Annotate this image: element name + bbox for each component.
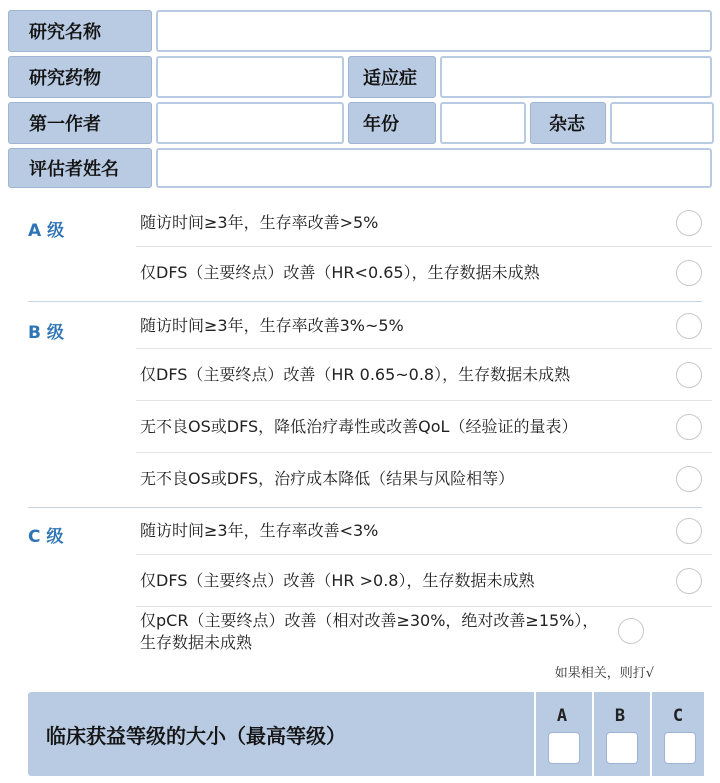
grade-b-label: B 级 bbox=[28, 323, 64, 343]
item-text: 仅pCR（主要终点）改善（相对改善≥30%，绝对改善≥15%），生存数据未成熟 bbox=[140, 611, 599, 652]
divider bbox=[136, 400, 712, 401]
grade-c-item-1-radio[interactable] bbox=[676, 518, 702, 544]
grade-a-item-2[interactable] bbox=[140, 250, 702, 296]
indication-field[interactable] bbox=[440, 56, 712, 98]
item-text: 随访时间≥3年，生存率改善3%~5% bbox=[140, 316, 404, 335]
journal-label: 杂志 bbox=[530, 102, 606, 144]
summary-title: 临床获益等级的大小（最高等级） bbox=[46, 723, 346, 748]
grade-b-item-3-radio[interactable] bbox=[676, 414, 702, 440]
summary-col-a bbox=[534, 692, 588, 776]
study-drug-label: 研究药物 bbox=[8, 56, 152, 98]
item-text: 无不良OS或DFS，治疗成本降低（结果与风险相等） bbox=[140, 469, 515, 488]
section-divider bbox=[28, 507, 702, 508]
study-name-label: 研究名称 bbox=[8, 10, 152, 52]
item-text: 仅DFS（主要终点）改善（HR<0.65），生存数据未成熟 bbox=[140, 263, 540, 282]
evaluator-field[interactable] bbox=[156, 148, 712, 188]
summary-panel bbox=[28, 692, 704, 776]
item-text: 无不良OS或DFS，降低治疗毒性或改善QoL（经验证的量表） bbox=[140, 417, 578, 436]
col-a-label: A bbox=[556, 706, 568, 726]
divider bbox=[136, 348, 712, 349]
indication-label: 适应症 bbox=[348, 56, 436, 98]
grade-b-item-4-radio[interactable] bbox=[676, 466, 702, 492]
grade-a-item-1[interactable] bbox=[140, 200, 702, 246]
grade-b-item-1[interactable] bbox=[140, 304, 702, 348]
item-text: 仅DFS（主要终点）改善（HR 0.65~0.8），生存数据未成熟 bbox=[140, 365, 571, 384]
grade-a-label: A 级 bbox=[28, 221, 65, 241]
summary-col-c bbox=[650, 692, 704, 776]
grade-b-item-2-radio[interactable] bbox=[676, 362, 702, 388]
summary-col-b bbox=[592, 692, 646, 776]
divider bbox=[136, 246, 712, 247]
grade-b-item-4[interactable] bbox=[140, 456, 702, 502]
divider bbox=[136, 452, 712, 453]
year-field[interactable] bbox=[440, 102, 526, 144]
first-author-label: 第一作者 bbox=[8, 102, 152, 144]
col-a-checkbox[interactable] bbox=[548, 732, 580, 764]
journal-field[interactable] bbox=[610, 102, 714, 144]
grade-c-item-2-radio[interactable] bbox=[676, 568, 702, 594]
grade-b-item-1-radio[interactable] bbox=[676, 313, 702, 339]
divider bbox=[136, 554, 712, 555]
divider bbox=[136, 606, 712, 607]
grade-b-item-2[interactable] bbox=[140, 352, 702, 398]
grade-c-section bbox=[28, 510, 712, 660]
study-name-field[interactable] bbox=[156, 10, 712, 52]
evaluator-label: 评估者姓名 bbox=[8, 148, 152, 188]
col-c-checkbox[interactable] bbox=[664, 732, 696, 764]
first-author-field[interactable] bbox=[156, 102, 344, 144]
grade-c-item-3-radio[interactable] bbox=[618, 618, 644, 644]
grade-a-item-2-radio[interactable] bbox=[676, 260, 702, 286]
grade-b-item-3[interactable] bbox=[140, 404, 702, 450]
section-divider bbox=[28, 301, 702, 302]
col-b-checkbox[interactable] bbox=[606, 732, 638, 764]
item-text: 随访时间≥3年，生存率改善>5% bbox=[140, 213, 379, 232]
year-label: 年份 bbox=[348, 102, 436, 144]
grade-a-section bbox=[28, 200, 712, 300]
grade-b-section bbox=[28, 304, 712, 504]
col-c-label: C bbox=[672, 706, 684, 726]
grade-c-label: C 级 bbox=[28, 527, 64, 547]
check-note: 如果相关，则打√ bbox=[554, 666, 654, 681]
grade-c-item-2[interactable] bbox=[140, 558, 702, 604]
grade-c-item-1[interactable] bbox=[140, 510, 702, 552]
study-drug-field[interactable] bbox=[156, 56, 344, 98]
col-b-label: B bbox=[614, 706, 626, 726]
grade-a-item-1-radio[interactable] bbox=[676, 210, 702, 236]
item-text: 随访时间≥3年，生存率改善<3% bbox=[140, 521, 379, 540]
item-text: 仅DFS（主要终点）改善（HR >0.8），生存数据未成熟 bbox=[140, 571, 535, 590]
grade-c-item-3[interactable] bbox=[140, 610, 702, 660]
